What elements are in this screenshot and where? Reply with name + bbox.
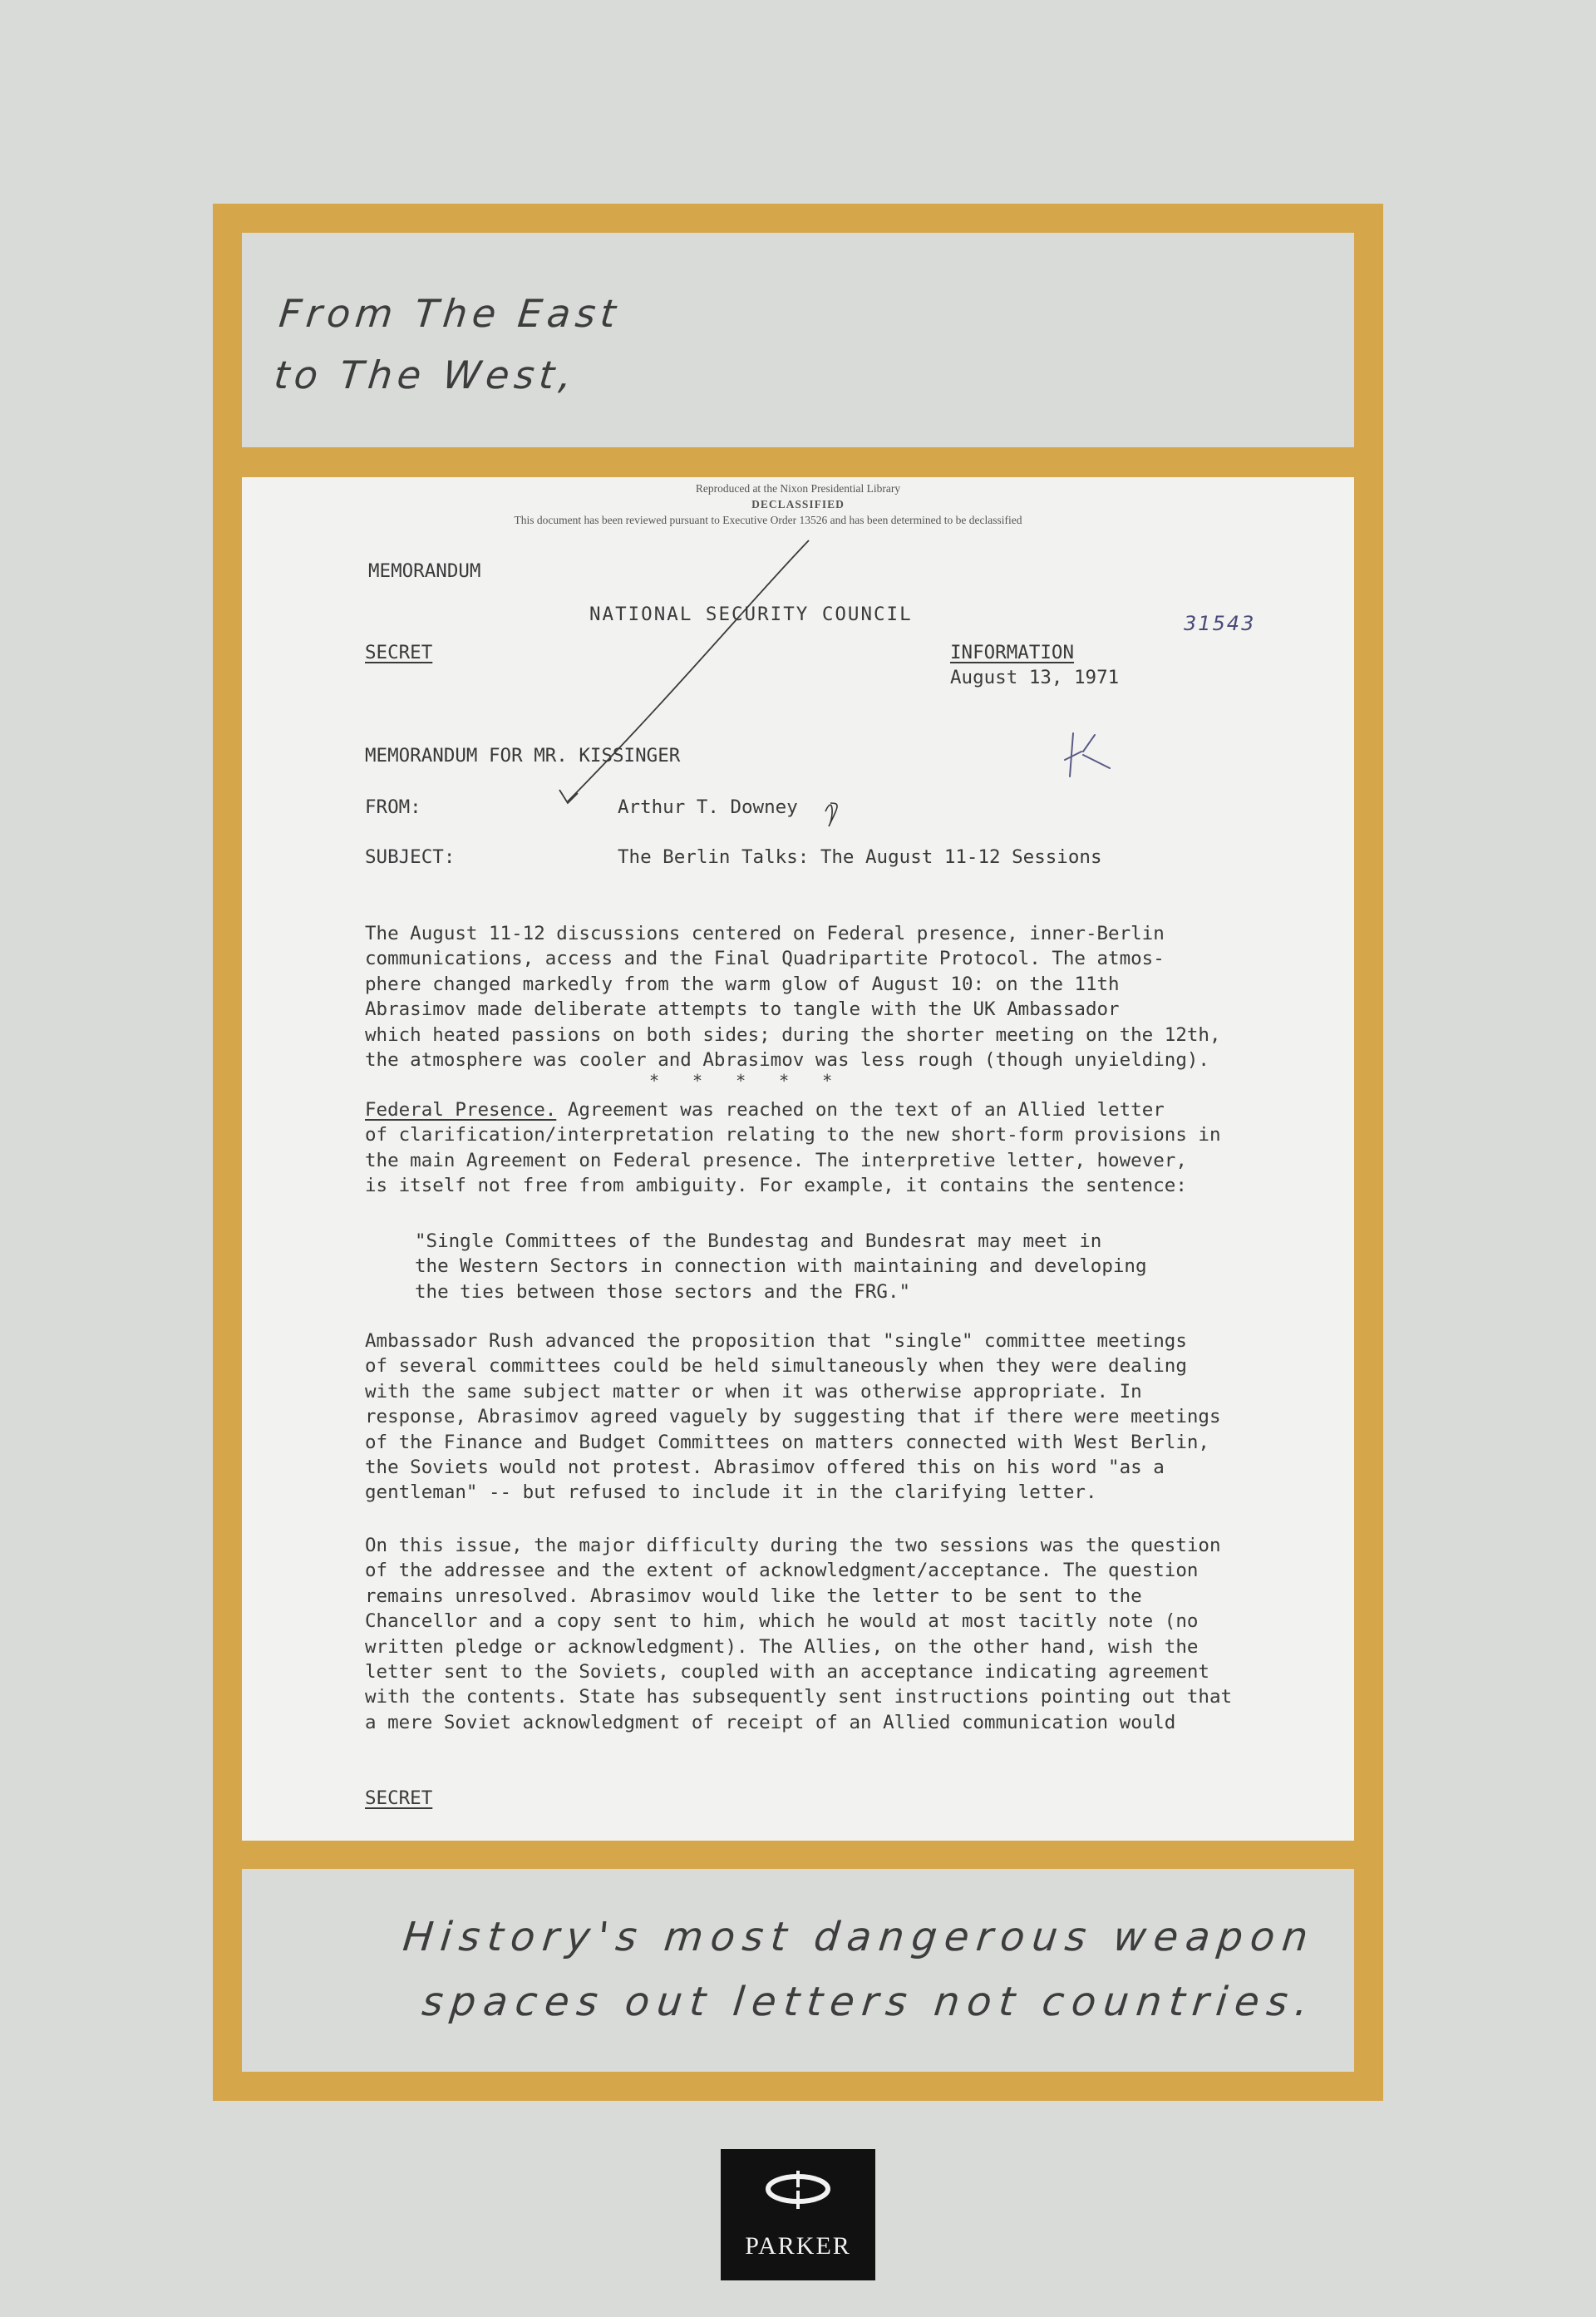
pen-annotations xyxy=(242,477,1354,1841)
paragraph-2-body: Agreement was reached on the text of an Allied letter of clarification/interpretation relating to the new short-form provisions in the main Agreement on Federal presence. The interpretive letter, however, is itself not free from ambiguity. For example, it contains the sentence: xyxy=(365,1099,1221,1197)
memorandum-document xyxy=(242,477,1354,1841)
doc-number: 31543 xyxy=(1184,612,1256,635)
parker-arrow-icon xyxy=(756,2169,840,2221)
tagline-line-2: spaces out letters not countries. xyxy=(419,1979,1318,2025)
downey-initials-mark xyxy=(825,803,837,826)
stamp-line-1: Reproduced at the Nixon Presidential Library xyxy=(695,482,901,495)
tagline-line-1: History's most dangerous weapon xyxy=(401,1914,1318,1960)
subject-label: SUBJECT: xyxy=(365,846,456,868)
parker-logo xyxy=(721,2149,875,2280)
quoted-sentence: "Single Committees of the Bundestag and Bundesrat may meet in the Western Sectors in connection with maintaining and developing the ties between those sectors and the FRG." xyxy=(415,1230,1147,1303)
headline-line-1: From The East xyxy=(277,291,623,336)
paragraph-4: On this issue, the major difficulty during the two sessions was the question of the addressee and the extent of acknowledgment/acceptance. The question remains unresolved. Abrasimov would like the letter to be sent to the Chancellor and a copy sent to him, which he would at most tacitly note (no written pledge or acknowledgment). The Allies, on the other hand, wish the letter sent to the Soviets, coupled with an acceptance indicating agreement with the contents. State has subsequently sent instructions pointing out that a mere Soviet acknowledgment of receipt of an Allied communication would xyxy=(365,1535,1233,1733)
section-separator: ***** xyxy=(649,1071,866,1091)
stamp-line-3: This document has been reviewed pursuant to Executive Order 13526 and has been determined to be declassified xyxy=(514,514,1022,526)
paragraph-3: Ambassador Rush advanced the proposition that "single" committee meetings of several committees could be held simultaneously when they were dealing with the same subject matter or when it was otherwise appropriate. In response, Abrasimov agreed vaguely by suggesting that if there were meetings of the Finance and Budget Committees on matters connected with West Berlin, the Soviets would not protest. Abrasimov offered this on his word "as a gentleman" -- but refused to include it in the clarifying letter. xyxy=(365,1330,1221,1504)
classification-top: SECRET xyxy=(365,642,433,663)
classification-bottom: SECRET xyxy=(365,1787,433,1809)
kissinger-initials-mark xyxy=(1065,733,1110,776)
headline-panel xyxy=(242,233,1354,447)
paragraph-1: The August 11-12 discussions centered on Federal presence, inner-Berlin communications, access and the Final Quadripartite Protocol. The atmos- phere changed markedly from the warm glow of August 10: on the 11th Abrasimov made deliberate attempts to tangle with the UK Ambassador which heated passions on both sides; during the shorter meeting on the 12th, the atmosphere was cooler and Abrasimov was less rough (though unyielding). xyxy=(365,923,1221,1072)
memo-type-label: MEMORANDUM xyxy=(368,560,481,582)
brand-name: PARKER xyxy=(745,2232,851,2260)
headline-line-2: to The West, xyxy=(272,352,579,397)
stamp-line-2: DECLASSIFIED xyxy=(751,498,845,510)
paragraph-2-heading: Federal Presence. xyxy=(365,1099,557,1121)
tagline-panel xyxy=(242,1869,1354,2072)
from-value: Arthur T. Downey xyxy=(618,796,798,818)
subject-value: The Berlin Talks: The August 11-12 Sessions xyxy=(618,846,1102,868)
memo-org: NATIONAL SECURITY COUNCIL xyxy=(589,604,913,625)
from-label: FROM: xyxy=(365,796,421,818)
memo-to-line: MEMORANDUM FOR MR. KISSINGER xyxy=(365,745,681,767)
memo-category: INFORMATION xyxy=(950,642,1075,663)
pen-arrow-line xyxy=(568,540,809,801)
memo-date: August 13, 1971 xyxy=(950,667,1120,688)
